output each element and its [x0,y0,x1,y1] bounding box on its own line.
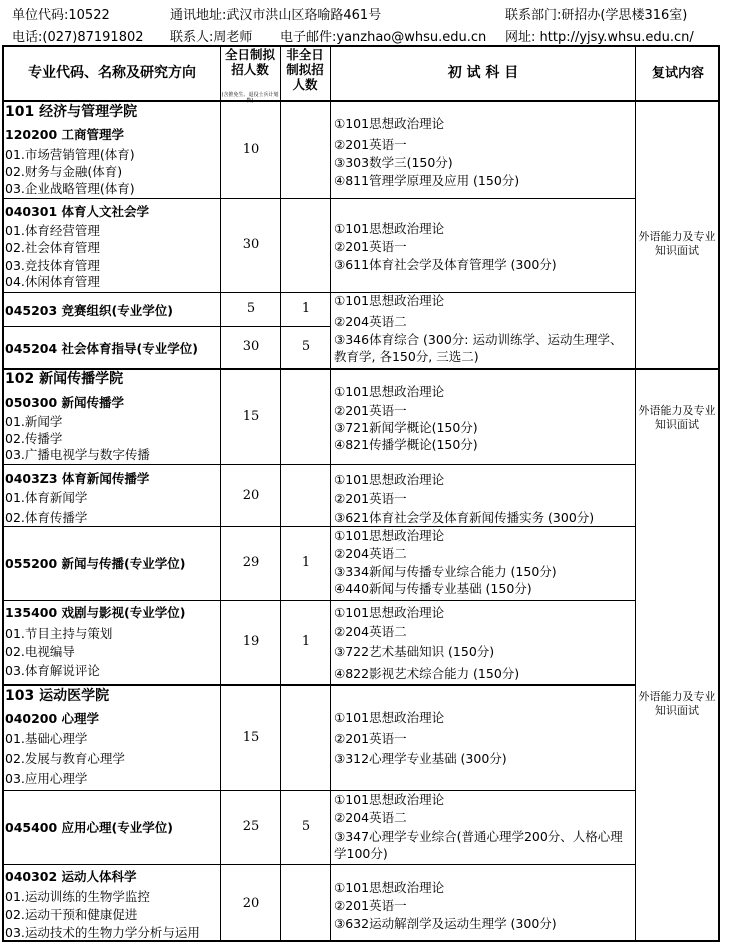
contact-person: 联系人:周老师 [170,30,253,45]
row-divider [2,526,635,527]
direction: 01.运动训练的生物学监控 [5,889,150,904]
exam-subject: ③721新闻学概论(150分) [334,420,478,435]
exam-subject: ①101思想政治理论 [334,710,445,725]
exam-subject: ④822影视艺术综合能力 (150分) [334,666,520,681]
exam-subject: ④440新闻与传播专业基础 (150分) [334,581,532,596]
direction: 01.体育新闻学 [5,490,88,505]
col-header-fulltime-note: (含推免生、退役士兵计划数) [221,92,279,104]
direction: 03.体育解说评论 [5,663,100,678]
program-title: 040302 运动人体科学 [5,869,137,884]
fulltime-count: 20 [242,896,260,911]
row-divider [2,600,635,601]
row-divider [2,292,635,293]
direction: 01.节目主持与策划 [5,626,113,641]
exam-subject: ②201英语一 [334,239,407,254]
exam-subject: ①101思想政治理论 [334,116,445,131]
direction: 04.休闲体育管理 [5,274,100,289]
direction: 01.新闻学 [5,414,63,429]
fulltime-count: 25 [242,819,260,834]
col-header-fulltime: 全日制拟招人数 [224,47,275,77]
row-divider [2,864,635,865]
exam-subject: ③303数学三(150分) [334,155,453,170]
col-header-parttime: 非全日制拟招人数 [286,47,324,92]
phone: 电话:(027)87191802 [12,30,144,45]
program-title: 045204 社会体育指导(专业学位) [5,341,198,356]
program-title: 135400 戏剧与影视(专业学位) [5,605,186,620]
exam-subject: ②201英语一 [334,137,407,152]
direction: 02.体育传播学 [5,510,88,525]
college-divider [2,368,720,370]
direction: 02.传播学 [5,431,63,446]
direction: 03.运动技术的生物力学分析与运用 [5,925,200,940]
exam-subject: ③632运动解剖学及运动生理学 (300分) [334,916,557,931]
fulltime-count: 15 [242,730,260,745]
direction: 03.广播电视学与数字传播 [5,447,150,462]
college-103: 103 运动医学院 [5,688,110,704]
direction: 02.社会体育管理 [5,240,100,255]
fulltime-count: 15 [242,409,260,424]
row-divider [2,464,635,465]
exam-subject: ②201英语一 [334,491,407,506]
col-divider [635,45,636,942]
col-header-exam: 初 试 科 目 [447,65,519,81]
direction: 02.电视编导 [5,644,75,659]
program-title: 040301 体育人文社会学 [5,204,150,219]
exam-subject: ②201英语一 [334,898,407,913]
program-title: 040200 心理学 [5,711,100,726]
parttime-count: 5 [301,339,311,354]
retest-content: 外语能力及专业知识面试 [638,690,716,717]
header-row-divider [2,100,720,102]
exam-subject: ①101思想政治理论 [334,792,445,807]
direction: 03.竞技体育管理 [5,258,100,273]
exam-subject: ③621体育社会学及体育新闻传播实务 (300分) [334,510,595,525]
unit-code: 单位代码:10522 [12,8,110,23]
fulltime-count: 20 [242,488,260,503]
college-101: 101 经济与管理学院 [5,104,138,120]
direction: 01.市场营销管理(体育) [5,147,135,162]
website-link[interactable]: 网址: http://yjsy.whsu.edu.cn/ [505,30,694,45]
exam-subject: ②201英语一 [334,403,407,418]
parttime-count: 5 [301,819,311,834]
direction: 03.企业战略管理(体育) [5,181,135,196]
program-title: 045400 应用心理(专业学位) [5,820,173,835]
contact-dept: 联系部门:研招办(学思楼316室) [505,8,688,23]
row-divider [2,198,635,199]
program-title: 120200 工商管理学 [5,127,125,142]
exam-subject: ①101思想政治理论 [334,472,445,487]
col-header-retest: 复试内容 [651,66,704,81]
fulltime-count: 29 [242,555,260,570]
program-title: 050300 新闻传播学 [5,395,125,410]
college-divider [2,684,635,686]
fulltime-count: 10 [242,142,260,157]
direction: 02.财务与金融(体育) [5,164,123,179]
exam-subject: ③346体育综合 (300分: 运动训练学、运动生理学、教育学, 各150分, 三选二) [334,332,623,364]
exam-subject: ①101思想政治理论 [334,528,445,543]
exam-subject: ③347心理学专业综合(普通心理学200分、人格心理学100分) [334,829,623,861]
parttime-count: 1 [301,634,311,649]
direction: 02.运动干预和健康促进 [5,907,138,922]
program-title: 055200 新闻与传播(专业学位) [5,556,186,571]
exam-subject: ①101思想政治理论 [334,605,445,620]
exam-subject: ④811管理学原理及应用 (150分) [334,173,520,188]
exam-subject: ②201英语一 [334,731,407,746]
exam-subject: ③722艺术基础知识 (150分) [334,644,495,659]
exam-subject: ①101思想政治理论 [334,293,445,308]
address: 通讯地址:武汉市洪山区珞喻路461号 [170,8,382,23]
col-divider [330,45,331,942]
exam-subject: ①101思想政治理论 [334,221,445,236]
exam-subject: ②204英语二 [334,314,407,329]
fulltime-count: 19 [242,634,260,649]
retest-content: 外语能力及专业知识面试 [638,404,716,431]
direction: 03.应用心理学 [5,771,88,786]
exam-subject: ②204英语二 [334,624,407,639]
exam-subject: ②204英语二 [334,810,407,825]
fulltime-count: 30 [242,339,260,354]
col-header-major: 专业代码、名称及研究方向 [28,65,196,81]
parttime-count: 1 [301,301,311,316]
college-102: 102 新闻传播学院 [5,371,124,387]
email[interactable]: 电子邮件:yanzhao@whsu.edu.cn [280,30,487,45]
row-divider [2,326,331,327]
fulltime-count: 30 [242,237,260,252]
direction: 01.体育经营管理 [5,223,100,238]
exam-subject: ③312心理学专业基础 (300分) [334,751,507,766]
exam-subject: ①101思想政治理论 [334,384,445,399]
program-title: 045203 竞赛组织(专业学位) [5,303,173,318]
exam-subject: ②204英语二 [334,546,407,561]
direction: 01.基础心理学 [5,731,88,746]
exam-subject: ③334新闻与传播专业综合能力 (150分) [334,564,557,579]
direction: 02.发展与教育心理学 [5,751,125,766]
program-title: 0403Z3 体育新闻传播学 [5,471,150,486]
fulltime-count: 5 [246,301,256,316]
exam-subject: ④821传播学概论(150分) [334,437,478,452]
row-divider [2,790,635,791]
exam-subject: ③611体育社会学及体育管理学 (300分) [334,257,557,272]
exam-subject: ①101思想政治理论 [334,880,445,895]
parttime-count: 1 [301,555,311,570]
retest-content: 外语能力及专业知识面试 [638,230,716,257]
